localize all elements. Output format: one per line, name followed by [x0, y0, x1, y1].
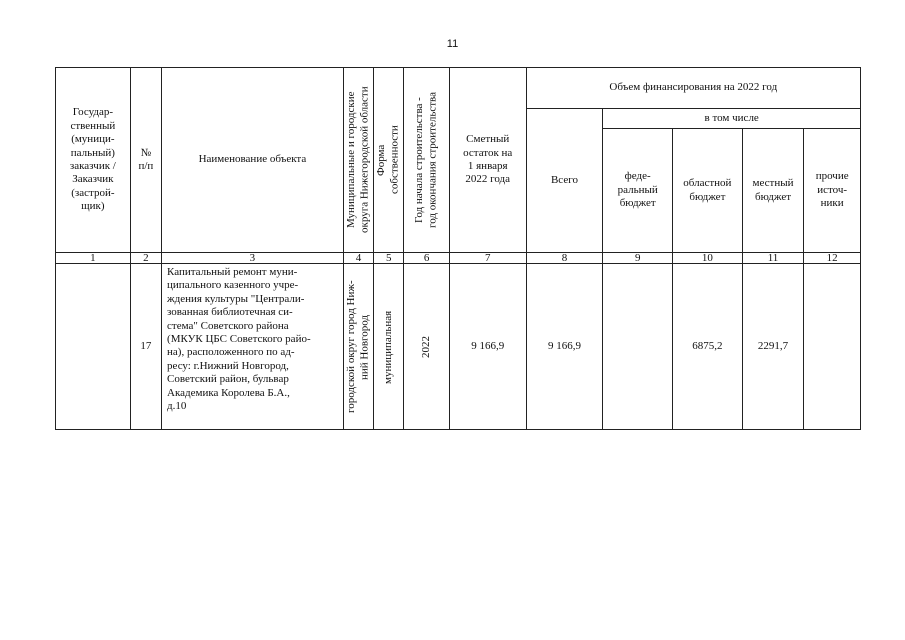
- column-numbers-row: [56, 253, 861, 264]
- table-row: [56, 264, 861, 430]
- cell-years: 2022: [404, 264, 449, 430]
- cell-ownership: муниципальная: [374, 264, 404, 430]
- column-number: 1: [56, 253, 131, 264]
- header-regional: областной бюджет: [673, 129, 743, 253]
- column-number: 11: [742, 253, 804, 264]
- column-number: 12: [804, 253, 861, 264]
- column-number: 9: [603, 253, 673, 264]
- column-number: 10: [673, 253, 743, 264]
- column-number: 8: [526, 253, 603, 264]
- header-ownership: Форма собственности: [374, 68, 404, 253]
- header-object-name: Наименование объекта: [162, 68, 344, 253]
- cell-estimate: 9 166,9: [449, 264, 526, 430]
- cell-customer: [56, 264, 131, 430]
- page-number: 11: [446, 38, 459, 50]
- cell-other: [804, 264, 861, 430]
- header-federal: феде- ральный бюджет: [603, 129, 673, 253]
- column-number: 3: [162, 253, 344, 264]
- header-total: Всего: [526, 109, 603, 253]
- header-municipality: Муниципальные и городские округа Нижегородской области: [343, 68, 373, 253]
- header-years: Год начала строительства - год окончания строительства: [404, 68, 449, 253]
- header-estimate: Сметный остаток на 1 января 2022 года: [449, 68, 526, 253]
- header-local: местный бюджет: [742, 129, 804, 253]
- cell-object-name: Капитальный ремонт муни- ципального казенного учре- ждения культуры "Централи- зованная библиотечная си- стема" Советского района (МКУК ЦБС Советского райо- на), расположенного по ад- ресу: г.Нижний Новгород, Советский район, бульвар Академика Королева Б.А., д.10: [162, 264, 344, 430]
- header-including: в том числе: [603, 109, 861, 129]
- financing-table: [55, 67, 861, 430]
- cell-total: 9 166,9: [526, 264, 603, 430]
- cell-local: 2291,7: [742, 264, 804, 430]
- header-row-no: № п/п: [130, 68, 161, 253]
- column-number: 7: [449, 253, 526, 264]
- cell-row-no: 17: [130, 264, 161, 430]
- cell-regional: 6875,2: [673, 264, 743, 430]
- cell-federal: [603, 264, 673, 430]
- header-customer: Государ- ственный (муници- пальный) заказчик / Заказчик (застрой- щик): [56, 68, 131, 253]
- header-funding-group: Объем финансирования на 2022 год: [526, 68, 860, 109]
- column-number: 6: [404, 253, 449, 264]
- column-number: 5: [374, 253, 404, 264]
- column-number: 2: [130, 253, 161, 264]
- column-number: 4: [343, 253, 373, 264]
- header-other: прочие источ- ники: [804, 129, 861, 253]
- cell-municipality: городской округ город Ниж- ний Новгород: [343, 264, 373, 430]
